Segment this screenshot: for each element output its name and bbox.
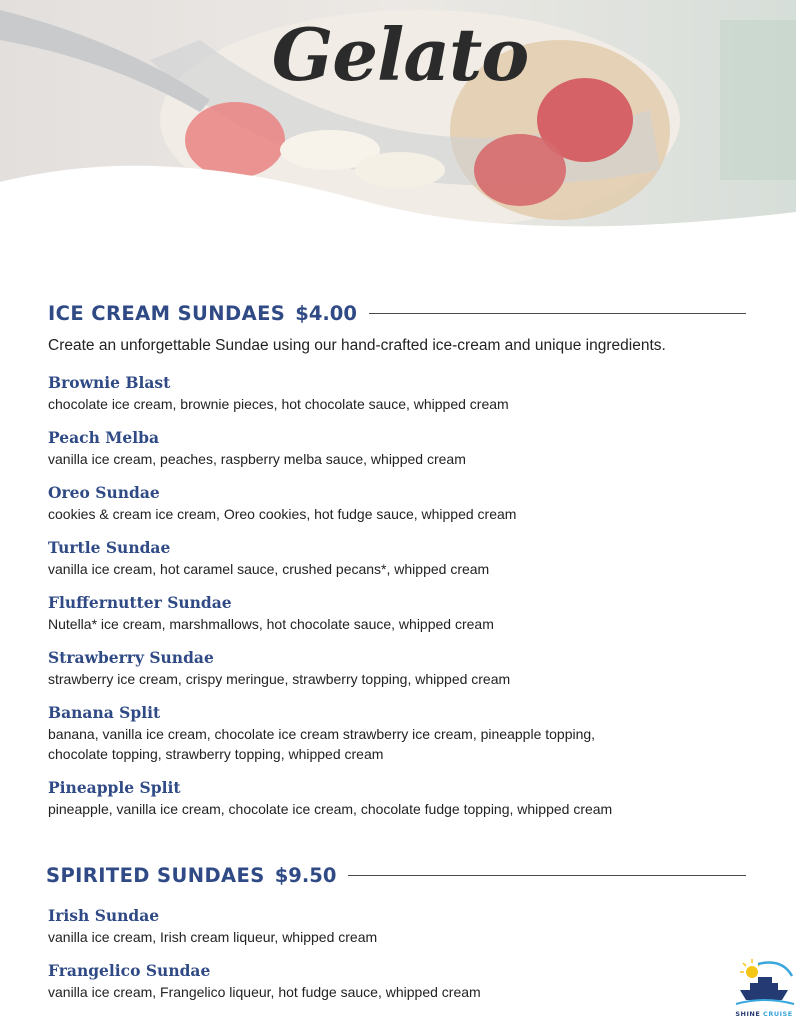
item-description: pineapple, vanilla ice cream, chocolate ice cream, chocolate fudge topping, whipped cream (48, 801, 613, 817)
page-title: Gelato (271, 12, 529, 97)
section-divider (348, 875, 746, 876)
section-title: ICE CREAM SUNDAES (48, 302, 286, 325)
logo-text-shine: SHINE (735, 1010, 761, 1018)
item-name: Irish Sundae (48, 906, 160, 925)
menu-item-frangelico-sundae (46, 960, 746, 1002)
item-name: Peach Melba (48, 428, 160, 447)
spirited-sundaes-section (46, 864, 746, 1002)
section-price: $4.00 (295, 302, 357, 325)
item-name: Turtle Sundae (48, 538, 171, 557)
item-name: Fluffernutter Sundae (48, 593, 232, 612)
menu-item-brownie-blast (48, 372, 746, 414)
menu-item-strawberry-sundae (48, 647, 746, 689)
cruise-ship-icon (732, 956, 796, 1012)
menu-item-fluffernutter-sundae (48, 592, 746, 634)
section-intro: Create an unforgettable Sundae using our hand-crafted ice-cream and unique ingredients. (48, 337, 666, 354)
item-name: Brownie Blast (48, 373, 171, 392)
menu-item-peach-melba (48, 427, 746, 469)
ice-cream-sundaes-section (48, 302, 746, 819)
menu-item-banana-split (48, 702, 746, 764)
item-description: strawberry ice cream, crispy meringue, strawberry topping, whipped cream (48, 671, 511, 687)
item-name: Oreo Sundae (48, 483, 160, 502)
logo-text-cruise: CRUISE (763, 1010, 793, 1018)
item-description: vanilla ice cream, Frangelico liqueur, hot fudge sauce, whipped cream (48, 984, 481, 1000)
item-description: banana, vanilla ice cream, chocolate ice cream strawberry ice cream, pineapple topping, chocolate topping, strawberry topping, whipped cream (48, 726, 596, 762)
item-description: Nutella* ice cream, marshmallows, hot chocolate sauce, whipped cream (48, 616, 494, 632)
menu-item-pineapple-split (48, 777, 746, 819)
item-description: chocolate ice cream, brownie pieces, hot chocolate sauce, whipped cream (48, 396, 509, 412)
item-name: Strawberry Sundae (48, 648, 214, 667)
item-name: Pineapple Split (48, 778, 181, 797)
section-title: SPIRITED SUNDAES (46, 864, 265, 887)
hero-banner (0, 0, 796, 240)
section-heading (48, 302, 746, 325)
item-description: vanilla ice cream, hot caramel sauce, crushed pecans*, whipped cream (48, 561, 490, 577)
item-name: Banana Split (48, 703, 161, 722)
item-description: vanilla ice cream, Irish cream liqueur, whipped cream (48, 929, 378, 945)
menu-item-irish-sundae (46, 905, 746, 947)
menu-item-oreo-sundae (48, 482, 746, 524)
logo-wordmark (732, 1010, 796, 1018)
section-price: $9.50 (274, 864, 337, 887)
item-description: cookies & cream ice cream, Oreo cookies, hot fudge sauce, whipped cream (48, 506, 517, 522)
section-divider (369, 313, 746, 314)
section-heading (46, 864, 746, 887)
shine-cruise-logo (732, 956, 796, 1022)
item-description: vanilla ice cream, peaches, raspberry melba sauce, whipped cream (48, 451, 466, 467)
item-name: Frangelico Sundae (48, 961, 211, 980)
menu-item-turtle-sundae (48, 537, 746, 579)
